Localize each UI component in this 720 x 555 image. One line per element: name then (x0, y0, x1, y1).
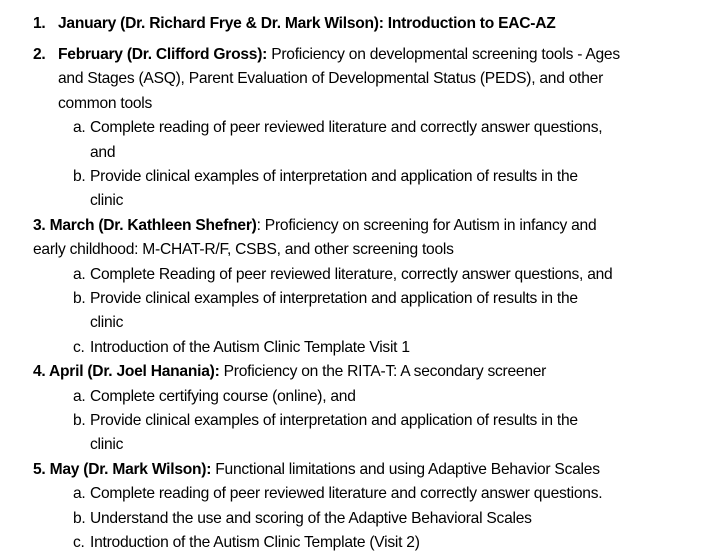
sub-text: clinic (90, 192, 124, 210)
item-text: Proficiency on the RITA-T: A secondary screener (219, 363, 547, 381)
item-number: 2. (33, 46, 46, 63)
item-heading: 3. March (Dr. Kathleen Shefner) (33, 216, 257, 234)
item-colon: : (256, 216, 261, 234)
sub-text: Provide clinical examples of interpretation and application of results in the (90, 168, 578, 185)
sub-text: and (90, 143, 116, 161)
sub-text: Provide clinical examples of interpretation and application of results in the (90, 412, 578, 429)
item-text: Proficiency on developmental screening tools - Ages (267, 46, 620, 63)
item-number: 1. (33, 15, 46, 32)
sub-label: a. (73, 387, 86, 405)
item-text: Proficiency on screening for Autism in infancy and (260, 216, 597, 234)
sub-text: Complete reading of peer reviewed literature and correctly answer questions, (90, 119, 603, 137)
sub-label: b. (73, 290, 86, 307)
sub-label: b. (73, 509, 86, 527)
sub-text: Introduction of the Autism Clinic Template Visit 1 (90, 338, 410, 356)
sub-text: Complete reading of peer reviewed literature and correctly answer questions. (90, 485, 603, 503)
item-text: early childhood: M-CHAT-R/F, CSBS, and other screening tools (33, 241, 454, 259)
sub-label: b. (73, 412, 86, 429)
sub-text: Introduction of the Autism Clinic Template (Visit 2) (90, 534, 420, 551)
item-text: and Stages (ASQ), Parent Evaluation of Developmental Status (PEDS), and other (58, 70, 604, 88)
item-heading: 4. April (Dr. Joel Hanania): (33, 363, 220, 381)
sub-label: a. (73, 119, 86, 137)
sub-text: clinic (90, 314, 124, 332)
item-heading: 5. May (Dr. Mark Wilson): (33, 460, 212, 478)
sub-text: Complete Reading of peer reviewed literature, correctly answer questions, and (90, 265, 613, 283)
sub-label: a. (73, 485, 86, 503)
sub-text: Understand the use and scoring of the Adaptive Behavioral Scales (90, 509, 532, 527)
sub-label: b. (73, 168, 86, 185)
sub-text: Provide clinical examples of interpretation and application of results in the (90, 290, 578, 307)
item-heading: January (Dr. Richard Frye & Dr. Mark Wilson): Introduction to EAC-AZ (58, 15, 556, 32)
sub-text: clinic (90, 436, 124, 454)
item-text: common tools (58, 94, 153, 112)
sub-label: c. (73, 534, 85, 551)
sub-label: c. (73, 338, 85, 356)
item-heading: February (Dr. Clifford Gross): (58, 46, 268, 63)
sub-text: Complete certifying course (online), and (90, 387, 356, 405)
item-text: Functional limitations and using Adaptive Behavior Scales (211, 460, 600, 478)
sub-label: a. (73, 265, 86, 283)
